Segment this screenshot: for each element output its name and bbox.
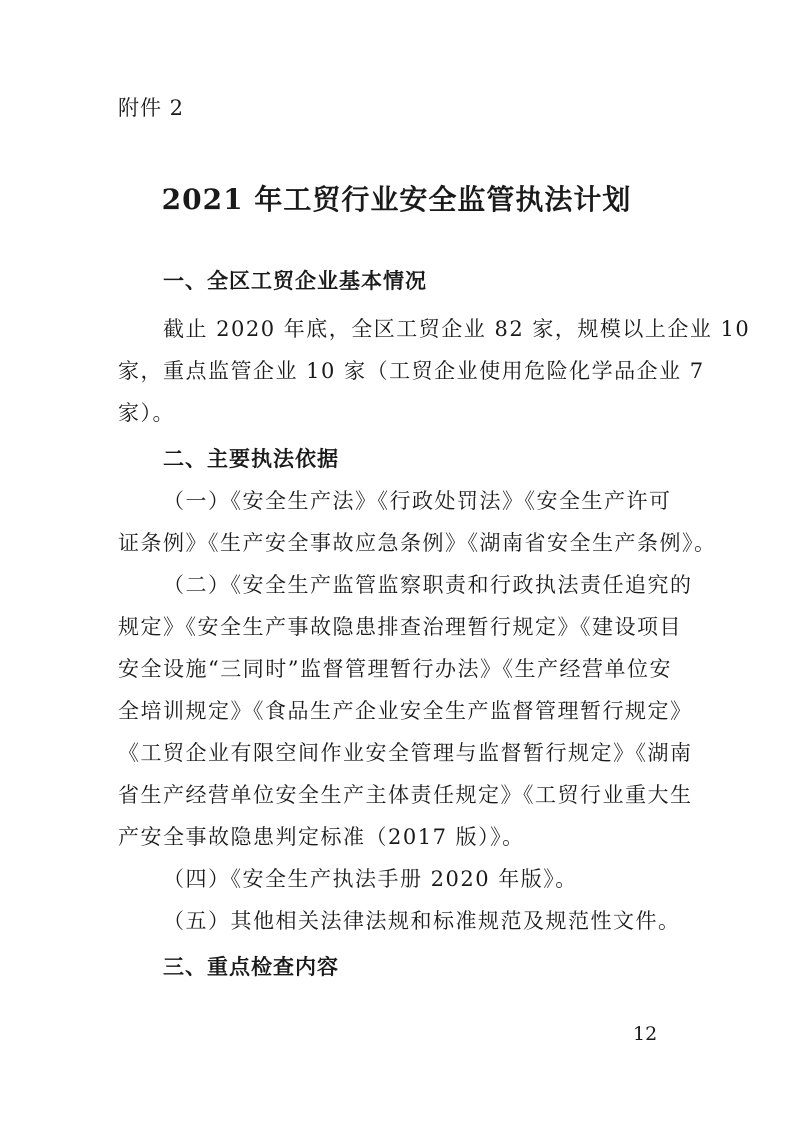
- paragraph-line: 全培训规定》《食品生产企业安全生产监督管理暂行规定》: [118, 699, 693, 723]
- paragraph-line: 证条例》《生产安全事故应急条例》《湖南省安全生产条例》。: [118, 531, 717, 555]
- section-heading-3: 三、重点检查内容: [163, 955, 339, 979]
- paragraph-line: 安全设施“三同时”监督管理暂行办法》《生产经营单位安: [118, 657, 672, 681]
- document-title: 2021 年工贸行业安全监管执法计划: [161, 183, 632, 216]
- attachment-label: 附件 2: [118, 96, 185, 120]
- section-heading-2: 二、主要执法依据: [163, 447, 339, 471]
- paragraph-line: 家）。: [118, 401, 175, 425]
- paragraph-line: （五）其他相关法律法规和标准规范及规范性文件。: [163, 909, 681, 933]
- paragraph-line: 省生产经营单位安全生产主体责任规定》《工贸行业重大生: [118, 783, 693, 807]
- paragraph-line: 《工贸企业有限空间作业安全管理与监督暂行规定》《湖南: [118, 741, 693, 765]
- paragraph-line: 截止 2020 年底，全区工贸企业 82 家，规模以上企业 10: [163, 317, 751, 341]
- paragraph-line: （一）《安全生产法》《行政处罚法》《安全生产许可: [163, 489, 672, 513]
- paragraph-line: 产安全事故隐患判定标准（2017 版）》。: [118, 825, 525, 849]
- paragraph-line: 规定》《安全生产事故隐患排查治理暂行规定》《建设项目: [118, 615, 682, 639]
- paragraph-line: （二）《安全生产监管监察职责和行政执法责任追究的: [163, 573, 693, 597]
- paragraph-line: （四）《安全生产执法手册 2020 年版》。: [163, 867, 578, 891]
- page-number: 12: [633, 1023, 658, 1045]
- paragraph-line: 家，重点监管企业 10 家（工贸企业使用危险化学品企业 7: [118, 359, 705, 383]
- section-heading-1: 一、全区工贸企业基本情况: [163, 269, 427, 293]
